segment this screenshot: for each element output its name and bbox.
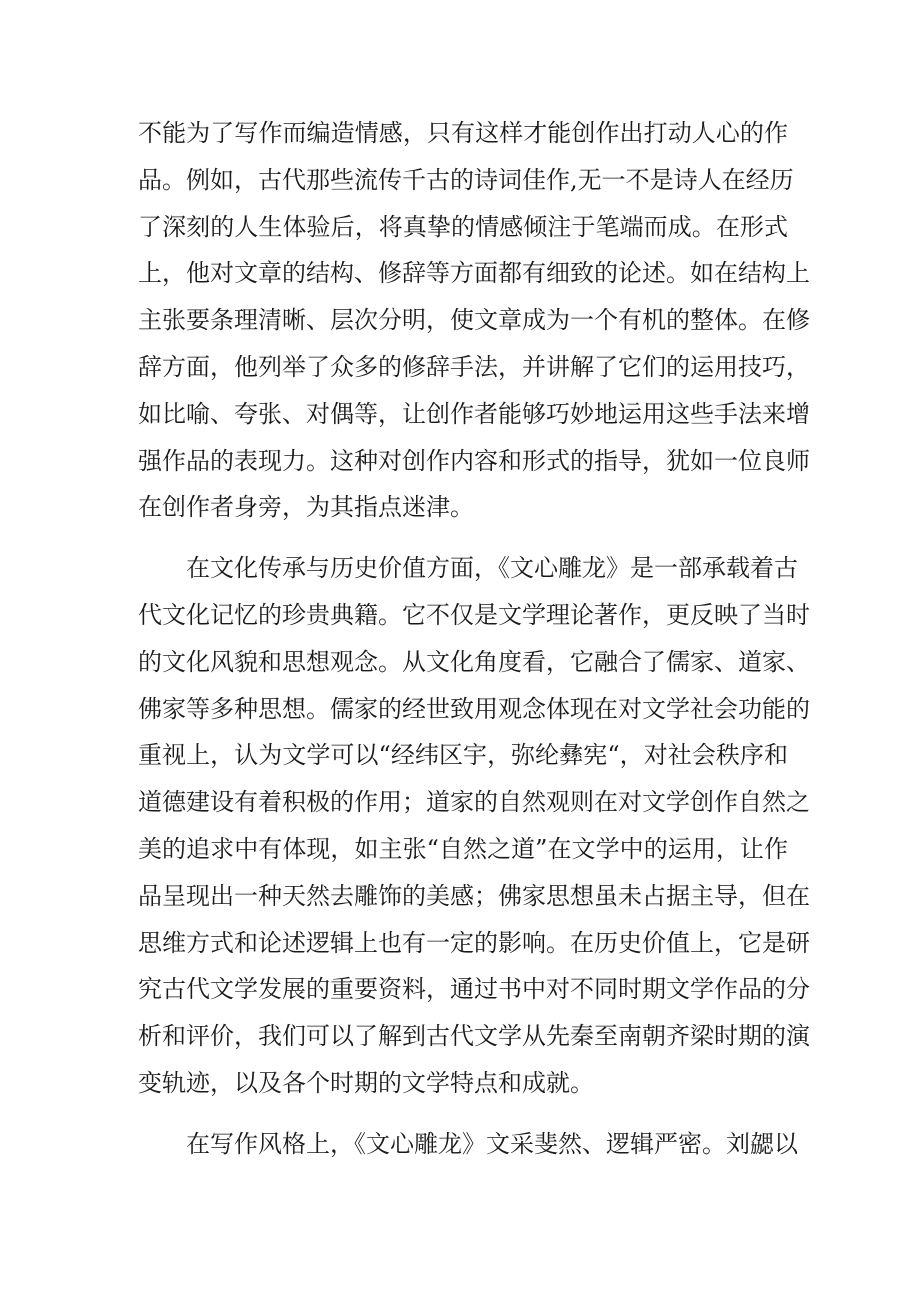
paragraph-line: 佛家等多种思想。儒家的经世致用观念体现在对文学社会功能的	[138, 694, 810, 723]
paragraph-line: 在文化传承与历史价值方面，《文心雕龙》是一部承载着古	[186, 554, 798, 583]
paragraph-line: 道德建设有着积极的作用；道家的自然观则在对文学创作自然之	[138, 788, 810, 817]
paragraph-line: 上，他对文章的结构、修辞等方面都有细致的论述。如在结构上	[138, 259, 810, 288]
paragraph-line: 了深刻的人生体验后，将真挚的情感倾注于笔端而成。在形式	[138, 212, 788, 241]
paragraph-line: 如比喻、夸张、对偶等，让创作者能够巧妙地运用这些手法来增	[138, 399, 810, 428]
paragraph-line: 在写作风格上，《文心雕龙》文采斐然、逻辑严密。刘勰以	[186, 1129, 798, 1158]
paragraph-1	[138, 110, 810, 531]
paragraph-line: 辞方面，他列举了众多的修辞手法，并讲解了它们的运用技巧，	[138, 352, 810, 381]
paragraph-3	[138, 1121, 798, 1168]
paragraph-line: 不能为了写作而编造情感，只有这样才能创作出打动人心的作	[138, 119, 788, 147]
paragraph-2	[138, 545, 810, 1107]
paragraph-line: 究古代文学发展的重要资料，通过书中对不同时期文学作品的分	[138, 975, 810, 1004]
paragraph-line: 强作品的表现力。这种对创作内容和形式的指导，犹如一位良师	[138, 446, 810, 475]
paragraph-line: 重视上，认为文学可以“经纬区宇，弥纶彝宪“，对社会秩序和	[138, 741, 788, 770]
paragraph-line: 在创作者身旁，为其指点迷津。	[138, 493, 474, 522]
paragraph-spacer	[138, 531, 788, 545]
paragraph-line: 的文化风貌和思想观念。从文化角度看，它融合了儒家、道家、	[138, 647, 810, 676]
paragraph-line: 美的追求中有体现，如主张“自然之道”在文学中的运用，让作	[138, 834, 788, 863]
paragraph-line: 变轨迹，以及各个时期的文学特点和成就。	[138, 1068, 594, 1097]
paragraph-line: 品。例如，古代那些流传千古的诗词佳作,无一不是诗人在经历	[138, 165, 794, 194]
paragraph-line: 主张要条理清晰、层次分明，使文章成为一个有机的整体。在修	[138, 306, 810, 335]
document-body	[138, 110, 810, 1168]
paragraph-line: 析和评价，我们可以了解到古代文学从先秦至南朝齐梁时期的演	[138, 1022, 810, 1051]
paragraph-line: 品呈现出一种天然去雕饰的美感；佛家思想虽未占据主导，但在	[138, 881, 810, 910]
paragraph-spacer	[138, 1107, 788, 1121]
paragraph-line: 代文化记忆的珍贵典籍。它不仅是文学理论著作，更反映了当时	[138, 600, 810, 629]
paragraph-line: 思维方式和论述逻辑上也有一定的影响。在历史价值上，它是研	[138, 928, 810, 957]
